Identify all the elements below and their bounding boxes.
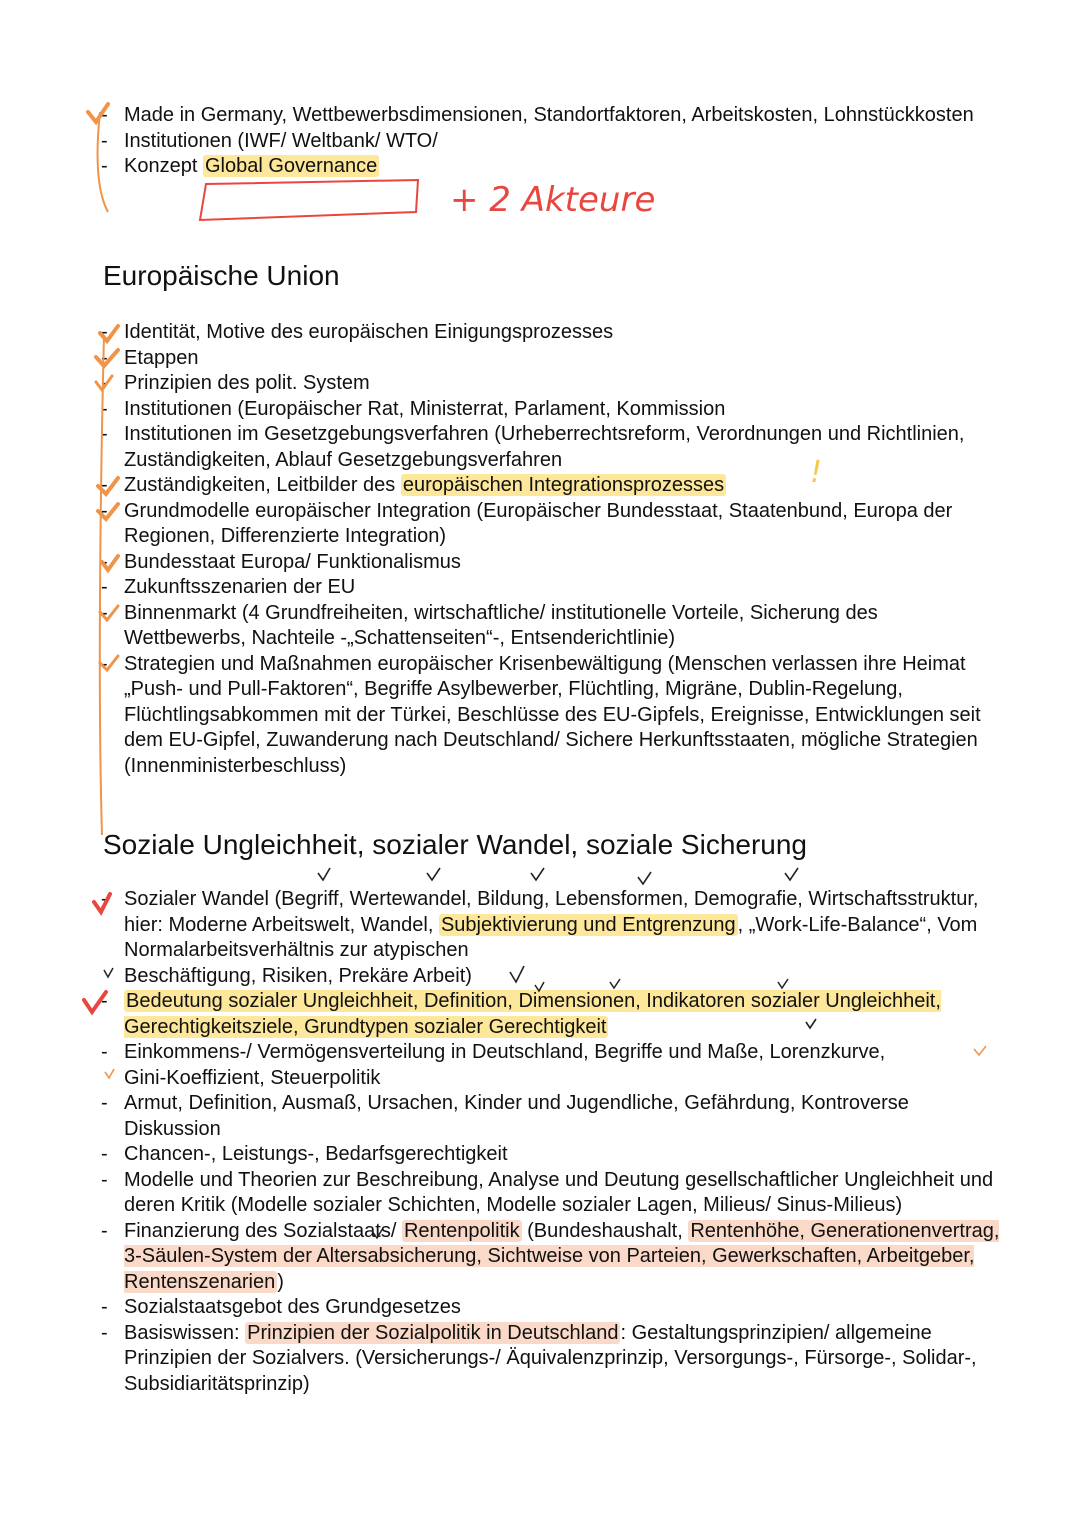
item-list	[0, 103, 1080, 180]
section-heading: Soziale Ungleichheit, sozialer Wandel, soziale Sicherung	[103, 829, 808, 860]
highlight: Rentenpolitik	[403, 1219, 520, 1242]
list-item: - Bedeutung sozialer Ungleichheit, Definition, Dimensionen, Indikatoren sozialer Ungleichheit, Gerechtigkeitsziele, Grundtypen sozialer Gerechtigkeit	[101, 990, 941, 1038]
list-item: - Einkommens-/ Vermögensverteilung in Deutschland, Begriffe und Maße, Lorenzkurve,	[101, 1041, 886, 1063]
list-item: - Zuständigkeiten, Leitbilder des europäischen Integrationsprozesses	[101, 474, 725, 496]
list-item: - Bundesstaat Europa/ Funktionalismus	[101, 550, 461, 573]
list-item: - Etappen	[101, 346, 199, 369]
list-item: - Institutionen (Europäischer Rat, Ministerrat, Parlament, Kommission	[101, 397, 726, 420]
item-list	[0, 887, 1080, 1397]
highlight: europäischen Integrationsprozesses	[402, 474, 725, 496]
highlight: Prinzipien der Sozialpolitik in Deutschland	[247, 1321, 619, 1344]
section-heading: Europäische Union	[103, 260, 340, 291]
handwritten-annotation: + 2 Akteure	[450, 180, 656, 220]
list-item: - Basiswissen: Prinzipien der Sozialpolitik in Deutschland : Gestaltungsprinzipien/ allgemeine Prinzipien der Sozialvers. (Versicherungs-/ Äquivalenzprinzip, Versorgungs-, Fürsorge-, Solidar-, Subsidiaritätsprinzip)	[101, 1321, 977, 1395]
checkmark-icon	[638, 872, 651, 884]
list-item: - Finanzierung des Sozialstaats/ Rentenpolitik (Bundeshaushalt, Rentenhöhe, Generationenvertrag, 3-Säulen-System der Altersabsicherung, Sichtweise von Parteien, Gewerkschaften, Arbeitgeber, Rentenszenarien )	[101, 1219, 1000, 1293]
list-item: - Grundmodelle europäischer Integration (Europäischer Bundesstaat, Staatenbund, Europa der Regionen, Differenzierte Integration)	[101, 499, 953, 547]
list-item: - Armut, Definition, Ausmaß, Ursachen, Kinder und Jugendliche, Gefährdung, Kontroverse Diskussion	[101, 1092, 909, 1140]
list-item: - Prinzipien des polit. System	[101, 372, 370, 394]
highlight: Bedeutung sozialer Ungleichheit, Definition, Dimensionen, Indikatoren sozialer Ungleichheit, Gerechtigkeitsziele, Grundtypen sozialer Gerechtigkeit	[124, 990, 941, 1038]
list-item: Gini-Koeffizient, Steuerpolitik	[124, 1066, 381, 1089]
list-item: - Zukunftsszenarien der EU	[101, 576, 356, 598]
highlight: Rentenhöhe, Generationenvertrag, 3-Säulen-System der Altersabsicherung, Sichtweise von Parteien, Gewerkschaften, Arbeitgeber, Rentenszenarien	[124, 1219, 1000, 1293]
list-item: Beschäftigung, Risiken, Prekäre Arbeit)	[124, 964, 472, 987]
list-item: - Sozialstaatsgebot des Grundgesetzes	[101, 1296, 461, 1318]
box-outline-icon	[200, 180, 418, 220]
list-item: - Chancen-, Leistungs-, Bedarfsgerechtigkeit	[101, 1143, 508, 1165]
list-item: - Strategien und Maßnahmen europäischer Krisenbewältigung (Menschen verlassen ihre Heimat „Push- und Pull-Faktoren“, Begriffe Asylbewerber, Flüchtling, Migräne, Dublin-Regelung, Flüchtlingsabkommen mit der Türkei, Beschlüsse des EU-Gipfels, Ereignisse, Entwicklungen seit dem EU-Gipfel, Zuwanderung nach Deutschland/ Sichere Herkunftsstaaten, mögliche Strategien (Innenministerbeschluss)	[101, 652, 981, 777]
highlight: Global Governance	[204, 155, 378, 177]
list-item: - Institutionen (IWF/ Weltbank/ WTO/	[101, 129, 438, 152]
exclamation-annotation: !	[810, 455, 823, 490]
highlight: Subjektivierung und Entgrenzung	[440, 913, 736, 936]
list-item: - Binnenmarkt (4 Grundfreiheiten, wirtschaftliche/ institutionelle Vorteile, Sicherung des Wettbewerbs, Nachteile -„Schattenseiten“-, Entsenderichtlinie)	[101, 601, 878, 649]
item-list	[0, 320, 1080, 779]
list-item: - Konzept Global Governance	[101, 155, 378, 177]
list-item: - Identität, Motive des europäischen Einigungsprozesses	[101, 321, 614, 343]
checkmark-icon	[427, 868, 440, 880]
checkmark-icon	[318, 868, 330, 880]
list-item: - Made in Germany, Wettbewerbsdimensionen, Standortfaktoren, Arbeitskosten, Lohnstückkosten	[101, 104, 974, 126]
checkmark-icon	[531, 868, 544, 880]
list-item: - Modelle und Theorien zur Beschreibung, Analyse und Deutung gesellschaftlicher Ungleichheit und deren Kritik (Modelle sozialer Schichten, Modelle sozialer Lagen, Milieus/ Sinus-Milieus)	[101, 1168, 994, 1216]
list-item: - Sozialer Wandel (Begriff, Wertewandel, Bildung, Lebensformen, Demografie, Wirtschaftsstruktur, hier: Moderne Arbeitswelt, Wandel, Subjektivierung und Entgrenzung , „Work-Life-Balance“, Vom Normalarbeitsverhältnis zur atypischen	[101, 888, 979, 961]
list-item: - Institutionen im Gesetzgebungsverfahren (Urheberrechtsreform, Verordnungen und Richtlinien, Zuständigkeiten, Ablauf Gesetzgebungsverfahren	[101, 423, 965, 471]
checkmark-icon	[785, 868, 798, 880]
